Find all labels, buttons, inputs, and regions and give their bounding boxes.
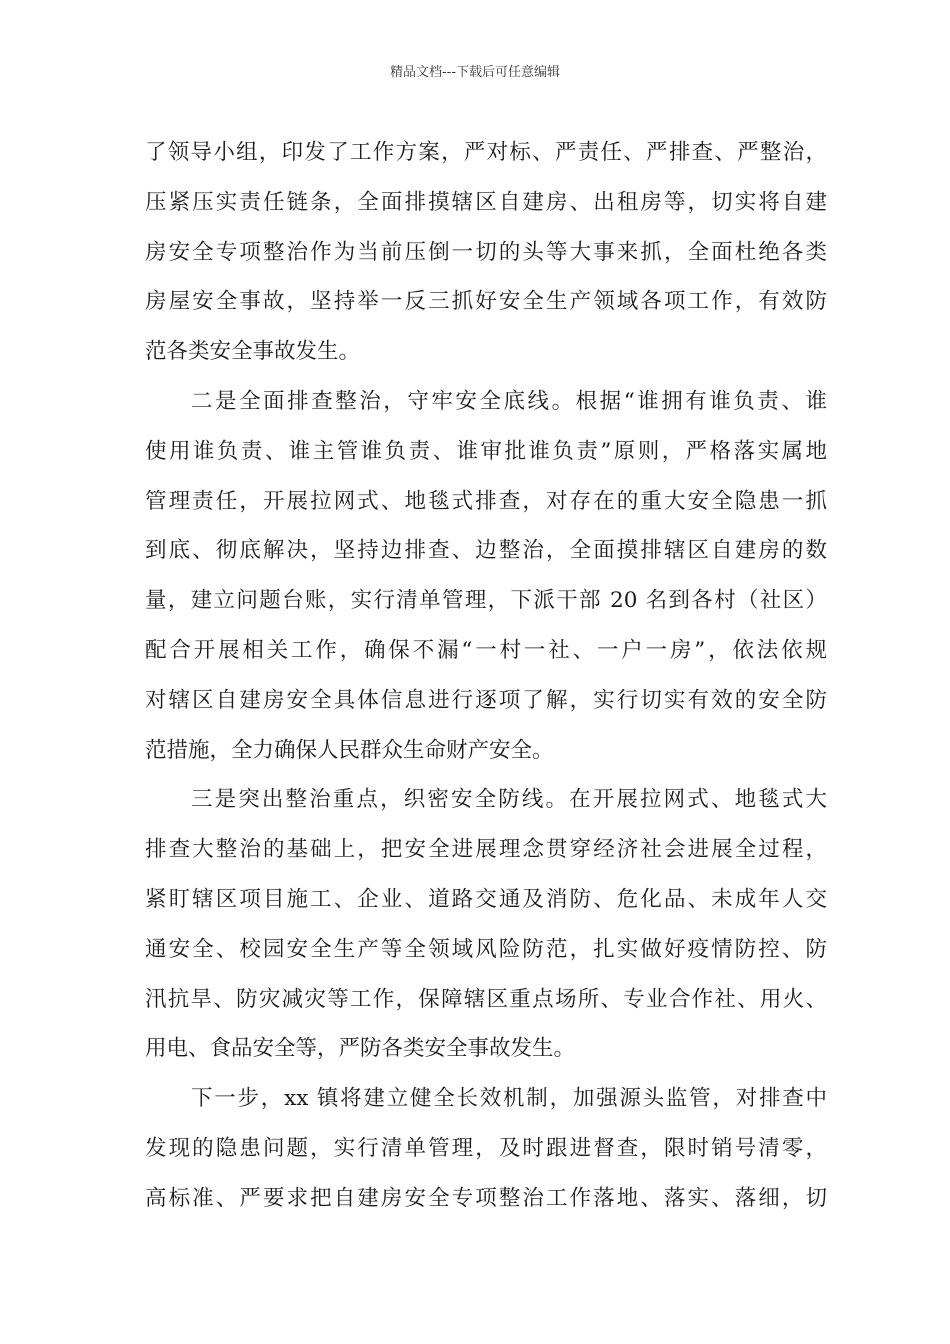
text-line: 汛抗旱、防灾减灾等工作，保障辖区重点场所、专业合作社、用火、 bbox=[145, 986, 827, 1012]
text-line: 压紧压实责任链条，全面排摸辖区自建房、出租房等，切实将自建 bbox=[145, 189, 827, 215]
text-line: 通安全、校园安全生产等全领域风险防范，扎实做好疫情防控、防 bbox=[145, 936, 827, 962]
document-body bbox=[145, 128, 827, 1224]
page-header: 精品文档---下载后可任意编辑 bbox=[389, 65, 561, 80]
text-line: 高标准、严要求把自建房安全专项整治工作落地、落实、落细，切 bbox=[145, 1185, 827, 1211]
text-line: 范各类安全事故发生。 bbox=[145, 339, 361, 365]
text-line: 二是全面排查整治，守牢安全底线。根据“谁拥有谁负责、谁 bbox=[191, 388, 827, 414]
text-line: 下一步，xx 镇将建立健全长效机制，加强源头监管，对排查中 bbox=[191, 1086, 827, 1112]
text-line: 排查大整治的基础上，把安全进展理念贯穿经济社会进展全过程， bbox=[145, 837, 827, 863]
text-line: 紧盯辖区项目施工、企业、道路交通及消防、危化品、未成年人交 bbox=[145, 886, 827, 912]
text-line: 房安全专项整治作为当前压倒一切的头等大事来抓，全面杜绝各类 bbox=[145, 239, 827, 265]
paragraph-4 bbox=[145, 1074, 827, 1223]
paragraph-2 bbox=[145, 377, 827, 775]
text-line: 三是突出整治重点，织密安全防线。在开展拉网式、地毯式大 bbox=[191, 787, 827, 813]
text-line: 发现的隐患问题，实行清单管理，及时跟进督查，限时销号清零， bbox=[145, 1135, 827, 1161]
paragraph-3 bbox=[145, 775, 827, 1074]
text-line: 配合开展相关工作，确保不漏“一村一社、一户一房”，依法依规 bbox=[145, 637, 827, 663]
text-line: 房屋安全事故，坚持举一反三抓好安全生产领域各项工作，有效防 bbox=[145, 289, 827, 315]
text-line: 到底、彻底解决，坚持边排查、边整治，全面摸排辖区自建房的数 bbox=[145, 538, 827, 564]
text-line: 使用谁负责、谁主管谁负责、谁审批谁负责”原则，严格落实属地 bbox=[145, 438, 827, 464]
text-line: 管理责任，开展拉网式、地毯式排查，对存在的重大安全隐患一抓 bbox=[145, 488, 827, 514]
text-line: 范措施，全力确保人民群众生命财产安全。 bbox=[145, 737, 554, 763]
text-line: 对辖区自建房安全具体信息进行逐项了解，实行切实有效的安全防 bbox=[145, 687, 827, 713]
text-line: 用电、食品安全等，严防各类安全事故发生。 bbox=[145, 1036, 576, 1062]
paragraph-1 bbox=[145, 128, 827, 377]
text-line: 了领导小组，印发了工作方案，严对标、严责任、严排查、严整治， bbox=[145, 140, 827, 165]
text-line: 量，建立问题台账，实行清单管理，下派干部 20 名到各村（社区） bbox=[145, 588, 827, 614]
